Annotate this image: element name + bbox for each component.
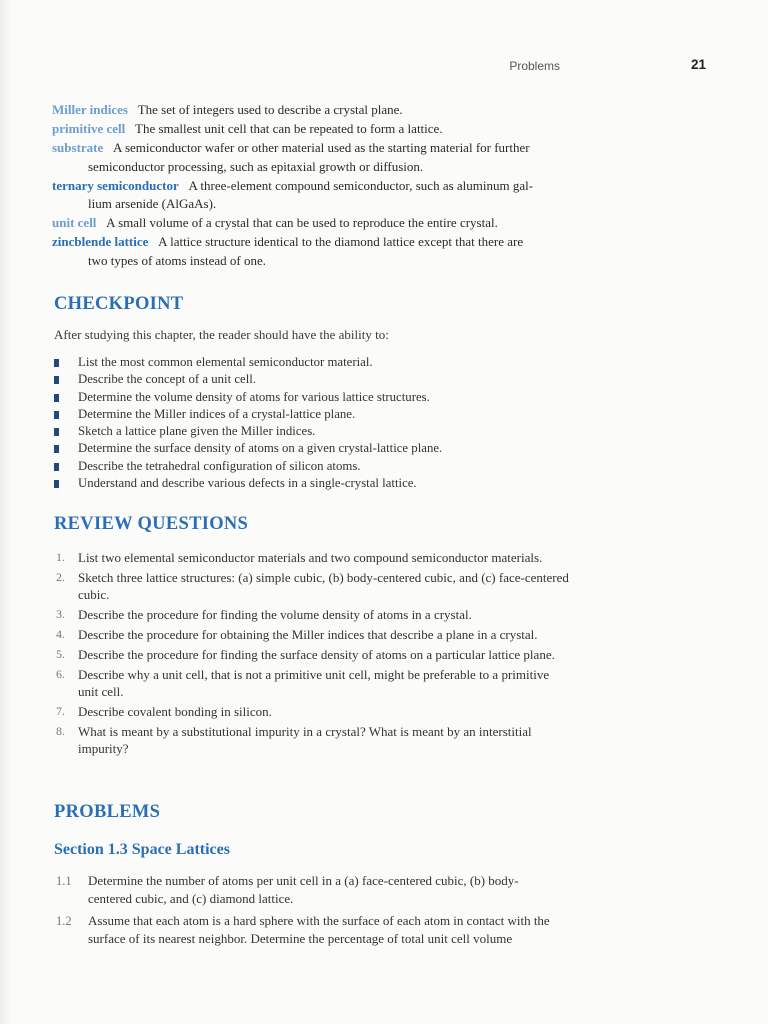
- running-header: [0, 57, 768, 77]
- glossary-term: Miller indices: [52, 102, 128, 117]
- glossary-definition: A three-element compound semiconductor, such as aluminum gal-: [188, 177, 534, 193]
- bullet-icon: [54, 480, 59, 488]
- glossary-term: zincblende lattice: [52, 234, 149, 249]
- bullet-icon: [54, 428, 59, 436]
- list-item: [54, 423, 554, 440]
- review-question: [54, 569, 569, 603]
- list-item-text: Describe the concept of a unit cell.: [78, 372, 257, 387]
- list-item: [54, 475, 554, 492]
- question-number: 7.: [56, 703, 65, 718]
- review-question: [54, 549, 569, 566]
- list-item-text: Sketch a lattice plane given the Miller indices.: [78, 424, 316, 439]
- glossary-entry: [52, 139, 562, 176]
- glossary-term: ternary semiconductor: [52, 177, 179, 193]
- glossary-term: primitive cell: [52, 121, 126, 136]
- problem-number: 1.2: [56, 913, 72, 928]
- checkpoint-heading: CHECKPOINT: [54, 294, 184, 314]
- list-item-text: Determine the Miller indices of a crystal-lattice plane.: [78, 406, 356, 421]
- bullet-icon: [54, 445, 59, 453]
- review-question: [54, 646, 569, 663]
- glossary: [52, 101, 562, 271]
- review-questions-list: [54, 549, 569, 760]
- bullet-icon: [54, 463, 59, 471]
- question-number: 8.: [56, 723, 65, 738]
- list-item: [54, 389, 554, 406]
- question-number: 2.: [56, 569, 65, 584]
- glossary-definition: The set of integers used to describe a crystal plane.: [137, 102, 403, 117]
- bullet-icon: [54, 376, 59, 384]
- glossary-term: substrate: [52, 140, 104, 155]
- problem-text: Determine the number of atoms per unit cell in a (a) face-centered cubic, (b) body-centered cubic, and (c) diamond lattice.: [88, 873, 519, 906]
- bullet-icon: [54, 359, 59, 367]
- running-title: Problems: [509, 59, 560, 73]
- checkpoint-intro: After studying this chapter, the reader should have the ability to:: [54, 327, 389, 342]
- problem-item: [54, 912, 559, 948]
- problems-section-title: Section 1.3 Space Lattices: [54, 841, 230, 858]
- question-text: Sketch three lattice structures: (a) simple cubic, (b) body-centered cubic, and (c) face-centered cubic.: [78, 569, 569, 603]
- question-number: 5.: [56, 646, 65, 661]
- glossary-term: unit cell: [52, 215, 97, 230]
- bullet-icon: [54, 394, 59, 402]
- review-question: [54, 703, 569, 720]
- review-question: [54, 606, 569, 623]
- problem-number: 1.1: [56, 874, 72, 888]
- list-item: [54, 371, 554, 388]
- review-question: [54, 626, 569, 643]
- glossary-entry: [52, 120, 562, 139]
- list-item: [54, 440, 554, 457]
- list-item-text: Describe the tetrahedral configuration of silicon atoms.: [78, 458, 361, 473]
- question-number: 3.: [56, 606, 65, 621]
- problems-list: [54, 872, 559, 951]
- question-text: Describe the procedure for finding the surface density of atoms on a particular lattice plane.: [78, 646, 555, 662]
- list-item-text: List the most common elemental semiconductor material.: [78, 355, 373, 369]
- list-item: [54, 458, 554, 475]
- glossary-definition-continued: lium arsenide (AlGaAs).: [88, 196, 217, 211]
- glossary-entry: [52, 177, 562, 214]
- question-text: Describe the procedure for obtaining the Miller indices that describe a plane in a crystal.: [78, 626, 538, 642]
- bullet-icon: [54, 411, 59, 419]
- question-text: Describe covalent bonding in silicon.: [78, 703, 272, 719]
- question-text: Describe the procedure for finding the volume density of atoms in a crystal.: [78, 606, 472, 622]
- page-margin-shadow: [0, 0, 12, 1024]
- glossary-definition: A small volume of a crystal that can be used to reproduce the entire crystal.: [106, 215, 498, 230]
- glossary-entry: [52, 214, 562, 233]
- glossary-entry: [52, 233, 562, 270]
- glossary-definition: A lattice structure identical to the diamond lattice except that there are: [158, 234, 524, 249]
- question-number: 6.: [56, 666, 65, 681]
- question-text: Describe why a unit cell, that is not a primitive unit cell, might be preferable to a primitive unit cell.: [78, 666, 550, 699]
- list-item-text: Determine the surface density of atoms on a given crystal-lattice plane.: [78, 441, 443, 456]
- page-number: 21: [690, 57, 706, 72]
- problem-text: Assume that each atom is a hard sphere with the surface of each atom in contact with the surface of its nearest neighbor. Determine the percentage of total unit cell volume: [88, 912, 550, 946]
- review-questions-heading: REVIEW QUESTIONS: [54, 514, 249, 534]
- question-text: What is meant by a substitutional impurity in a crystal? What is meant by an interstitial impurity?: [78, 723, 532, 756]
- glossary-definition: A semiconductor wafer or other material used as the starting material for further: [113, 140, 530, 155]
- question-number: 4.: [56, 626, 65, 641]
- checkpoint-list: [54, 354, 554, 492]
- question-text: List two elemental semiconductor materials and two compound semiconductor materials.: [78, 550, 543, 565]
- list-item-text: Understand and describe various defects in a single-crystal lattice.: [78, 476, 417, 491]
- list-item: [54, 354, 554, 371]
- glossary-entry: [52, 101, 562, 120]
- list-item-text: Determine the volume density of atoms for various lattice structures.: [78, 389, 430, 404]
- review-question: [54, 666, 569, 700]
- question-number: 1.: [56, 550, 65, 564]
- glossary-definition-continued: semiconductor processing, such as epitaxial growth or diffusion.: [88, 158, 424, 174]
- problems-heading: PROBLEMS: [54, 802, 161, 822]
- problem-item: [54, 872, 559, 908]
- glossary-definition-continued: two types of atoms instead of one.: [88, 252, 266, 268]
- review-question: [54, 723, 569, 757]
- glossary-definition: The smallest unit cell that can be repeated to form a lattice.: [135, 121, 443, 136]
- list-item: [54, 406, 554, 423]
